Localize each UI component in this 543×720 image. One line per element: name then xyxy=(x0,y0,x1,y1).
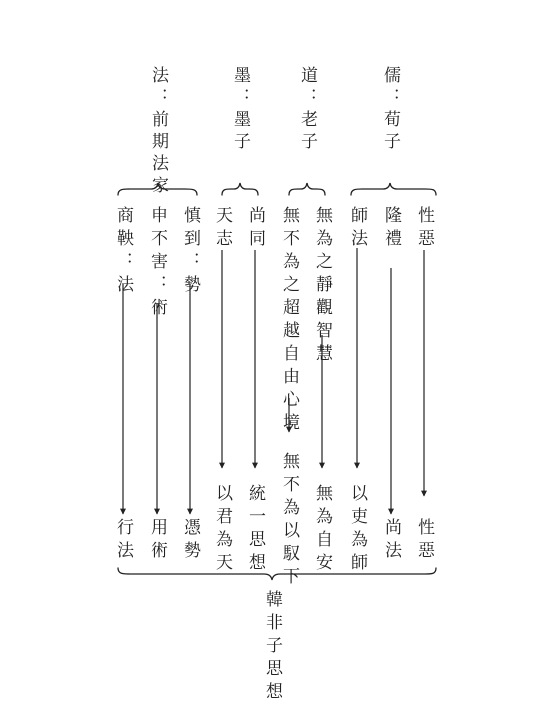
result-dao-1: 無為自安 xyxy=(312,484,332,576)
brace-mo xyxy=(222,183,258,195)
result-dao-2: 無不為以馭下 xyxy=(279,452,299,590)
brace-conclusion xyxy=(118,568,436,580)
idea-fa-2: 申不害：術 xyxy=(147,206,167,321)
result-fa-3: 行法 xyxy=(113,518,133,564)
idea-dao-2: 無不為之超越自由心境 xyxy=(279,206,299,436)
result-mo-1: 統一思想 xyxy=(245,484,265,576)
brace-dao xyxy=(289,183,325,195)
idea-dao-1: 無為之靜觀智慧 xyxy=(312,206,332,367)
school-ru: 儒：荀子 xyxy=(380,66,400,154)
result-fa-2: 用術 xyxy=(147,518,167,564)
school-fa: 法：前期法家 xyxy=(148,66,168,198)
school-dao: 道：老子 xyxy=(297,66,317,154)
idea-ru-2: 隆禮 xyxy=(381,206,401,252)
result-ru-3: 以吏為師 xyxy=(347,484,367,576)
idea-fa-3: 商鞅：法 xyxy=(113,206,133,298)
result-ru-2: 尚法 xyxy=(381,518,401,564)
idea-mo-1: 尚同 xyxy=(245,206,265,252)
idea-fa-1: 慎到：勢 xyxy=(180,206,200,298)
idea-ru-3: 師法 xyxy=(347,206,367,252)
idea-ru-1: 性惡 xyxy=(414,206,434,252)
conclusion: 韓非子思想 xyxy=(262,590,282,705)
result-ru-1: 性惡 xyxy=(414,518,434,564)
result-mo-2: 以君為天 xyxy=(212,484,232,576)
result-fa-1: 憑勢 xyxy=(180,518,200,564)
school-mo: 墨：墨子 xyxy=(230,66,250,154)
brace-ru xyxy=(351,183,436,195)
idea-mo-2: 天志 xyxy=(212,206,232,252)
